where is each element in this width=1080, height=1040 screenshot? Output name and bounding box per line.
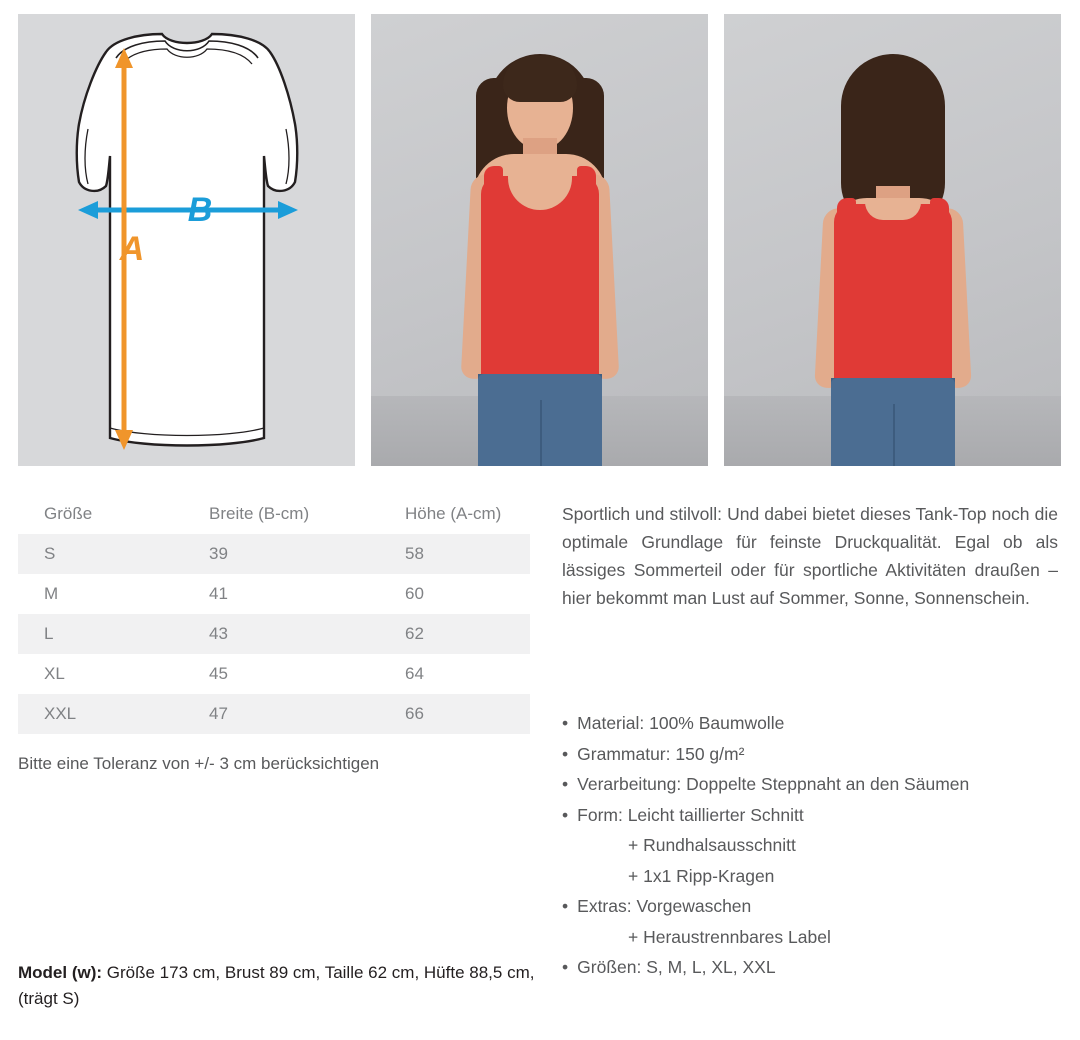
cell-height: 62 (379, 614, 530, 654)
list-item-sub (562, 861, 1062, 892)
list-item (562, 952, 1062, 983)
bullet-icon: • (562, 743, 569, 764)
model-info-label: Model (w): (18, 963, 103, 982)
list-item (562, 891, 1062, 922)
cell-size: XXL (18, 694, 183, 734)
list-item-sub (562, 830, 1062, 861)
list-item-label: Extras: Vorgewaschen (577, 896, 752, 916)
list-item-label: + Heraustrennbares Label (628, 926, 831, 947)
list-item (562, 800, 1062, 831)
table-row (18, 654, 530, 694)
list-item (562, 708, 1062, 739)
column-header-size: Größe (44, 504, 93, 523)
list-item (562, 739, 1062, 770)
column-header-height: Höhe (A-cm) (405, 504, 502, 523)
list-item-label: Verarbeitung: Doppelte Steppnaht an den Säumen (577, 774, 970, 794)
bullet-icon: • (562, 774, 569, 794)
cell-height: 60 (379, 574, 530, 614)
product-description: Sportlich und stilvoll: Und dabei bietet dieses Tank-Top noch die optimale Grundlage für feinste Druckqualität. Egal ob als lässiges Sommerteil oder für sportliche Aktivitäten draußen – hier bekommt man Lust auf Sommer, Sonne, Sonnenschein. (562, 504, 1058, 608)
cell-width: 39 (183, 534, 379, 574)
table-header-row (18, 494, 530, 534)
list-item (562, 769, 1062, 800)
cell-height: 58 (379, 534, 530, 574)
cell-width: 45 (183, 654, 379, 694)
image-row (18, 14, 1062, 466)
size-table (18, 494, 530, 734)
cell-width: 47 (183, 694, 379, 734)
cell-size: S (18, 534, 183, 574)
cell-height: 64 (379, 654, 530, 694)
cell-width: 41 (183, 574, 379, 614)
cell-size: M (18, 574, 183, 614)
table-row (18, 574, 530, 614)
table-row (18, 694, 530, 734)
cell-width: 43 (183, 614, 379, 654)
list-item-label: + 1x1 Ripp-Kragen (628, 865, 775, 886)
diagram-label-a: A (119, 230, 145, 268)
tank-top-measurement-diagram (18, 14, 355, 466)
list-item-label: Größen: S, M, L, XL, XXL (577, 957, 776, 977)
table-row (18, 534, 530, 574)
list-item-sub (562, 922, 1062, 953)
list-item-label: + Rundhalsausschnitt (628, 835, 796, 855)
bullet-icon: • (562, 713, 569, 733)
bullet-icon: • (562, 804, 569, 825)
bullet-icon: • (562, 896, 569, 916)
list-item-label: Form: Leicht taillierter Schnitt (577, 804, 804, 825)
column-header-width: Breite (B-cm) (209, 504, 310, 523)
model-front-view (371, 14, 708, 466)
list-item-label: Grammatur: 150 g/m² (577, 743, 745, 764)
table-row (18, 614, 530, 654)
model-back-view (724, 14, 1061, 466)
bullet-icon: • (562, 957, 569, 977)
list-item-label: Material: 100% Baumwolle (577, 713, 785, 733)
tolerance-note: Bitte eine Toleranz von +/- 3 cm berücksichtigen (18, 754, 380, 773)
model-info-text: Größe 173 cm, Brust 89 cm, Taille 62 cm, Hüfte 88,5 cm, (trägt S) (18, 963, 535, 1008)
cell-size: L (18, 614, 183, 654)
product-features-list (562, 708, 1062, 983)
diagram-label-b: B (187, 191, 213, 229)
cell-size: XL (18, 654, 183, 694)
cell-height: 66 (379, 694, 530, 734)
model-info (18, 960, 538, 1012)
